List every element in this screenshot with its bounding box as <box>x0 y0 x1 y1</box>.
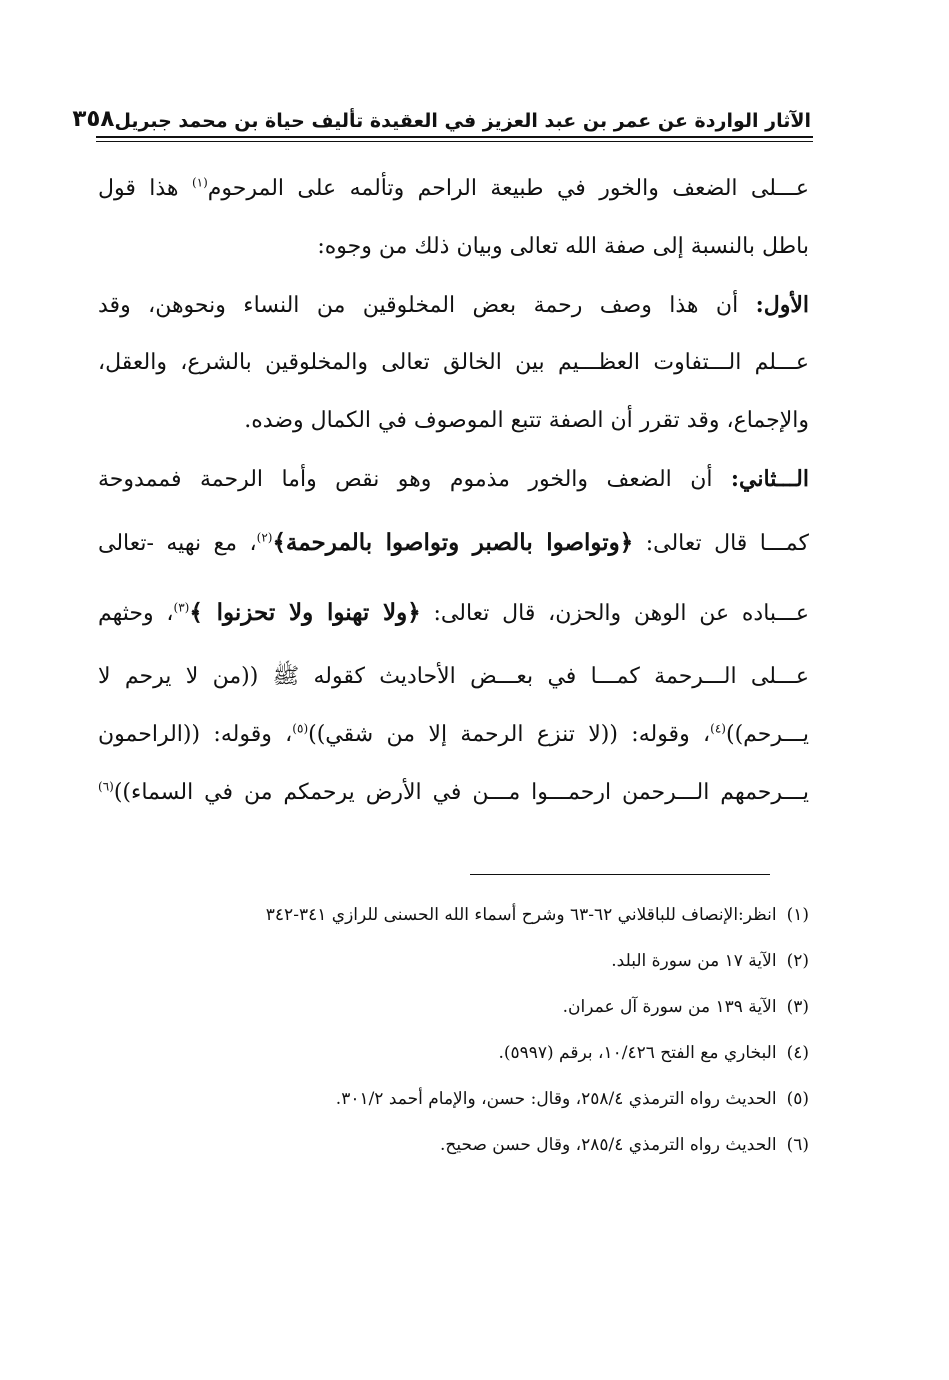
footnote-text: الآية ١٣٩ من سورة آل عمران. <box>562 997 777 1017</box>
body-line-10-post: ، وقوله: ((الراحمون <box>98 722 293 747</box>
footnote-number: (٣) <box>786 997 809 1017</box>
body-line-10-mid: ، وقوله: ((لا تنزع الرحمة إلا من شقي)) <box>308 722 711 747</box>
footnotes <box>98 896 809 1172</box>
body-line-6-text: أن الضعف والخور مذموم وهو نقص وأما الرحمة فممدوحة <box>98 467 731 492</box>
point-first-label: الأول: <box>755 292 809 318</box>
body-line-11-text: يـــرحمهم الـــرحمن ارحمـــوا مـــن في الأرض يرحمكم من في السماء)) <box>113 780 809 805</box>
quran-verse-1: ﴿وتواصوا بالصبر وتواصوا بالمرحمة﴾ <box>272 529 634 556</box>
body-line-10 <box>98 706 809 764</box>
body-line-8 <box>98 578 809 648</box>
footnote-ref-4: (٤) <box>710 721 726 736</box>
footnote-4 <box>98 1034 809 1080</box>
body-line-8-post: ، وحثهم <box>98 601 174 626</box>
body-line-3 <box>98 276 809 334</box>
quran-verse-2: ﴿ولا تهنوا ولا تحزنوا ﴾ <box>189 599 421 626</box>
body-line-4: عـــلم الـــتفاوت العظـــيم بين الخالق تعالى والمخلوقين بالشرع، والعقل، <box>98 350 809 375</box>
body-line-7 <box>98 508 809 578</box>
body-line-10-pre: يـــرحم)) <box>725 722 809 747</box>
footnote-ref-5: (٥) <box>292 721 309 736</box>
body-line-1 <box>98 160 809 218</box>
page-number: ٣٥٨ <box>72 106 115 132</box>
footnote-text: انظر:الإنصاف للباقلاني ٦٢-٦٣ وشرح أسماء الله الحسنى للرازي ٣٤١-٣٤٢ <box>265 905 777 925</box>
body-line-2: باطل بالنسبة إلى صفة الله تعالى وبيان ذلك من وجوه: <box>317 234 809 259</box>
header-rule-thin <box>96 141 813 142</box>
body-line-5: والإجماع، وقد تقرر أن الصفة تتبع الموصوف في الكمال وضده. <box>244 408 809 433</box>
footnote-text: البخاري مع الفتح ١٠/٤٢٦، برقم (٥٩٩٧). <box>498 1043 777 1063</box>
footnote-text: الآية ١٧ من سورة البلد. <box>611 951 777 971</box>
body-line-3-text: أن هذا وصف رحمة بعض المخلوقين من النساء ونحوهن، وقد <box>98 293 756 318</box>
footnote-1 <box>98 896 809 942</box>
footnote-5 <box>98 1080 809 1126</box>
footnote-number: (١) <box>786 905 809 925</box>
footnote-number: (٤) <box>786 1043 809 1063</box>
footnote-ref-3: (٣) <box>173 600 190 615</box>
body-text <box>98 160 809 822</box>
point-second-label: الـــثاني: <box>730 466 809 492</box>
running-header <box>72 92 811 132</box>
footnote-2 <box>98 942 809 988</box>
body-line-7-pre: كمـــا قال تعالى: <box>633 531 809 556</box>
footnote-number: (٥) <box>786 1089 809 1109</box>
footnote-number: (٦) <box>786 1135 809 1155</box>
body-line-11 <box>98 764 809 822</box>
body-line-9: عـــلى الـــرحمة كمـــا في بعـــض الأحاديث كقوله ﷺ ((من لا يرحم لا <box>98 664 809 689</box>
footnote-text: الحديث رواه الترمذي ٢٥٨/٤، وقال: حسن، والإمام أحمد ٣٠١/٢. <box>335 1089 777 1109</box>
body-line-1-text: عـــلى الضعف والخور في طبيعة الراحم وتألمه على المرحوم <box>207 176 809 201</box>
body-line-6 <box>98 450 809 508</box>
body-line-8-pre: عـــباده عن الوهن والحزن، قال تعالى: <box>420 601 809 626</box>
body-line-7-post: ، مع نهيه -تعالى <box>98 531 257 556</box>
footnote-ref-6: (٦) <box>98 779 114 794</box>
footnote-ref-1: (١) <box>191 175 208 190</box>
header-rule <box>96 136 813 138</box>
footnote-3 <box>98 988 809 1034</box>
footnote-number: (٢) <box>786 951 809 971</box>
footnote-separator <box>470 874 770 875</box>
footnote-6 <box>98 1126 809 1172</box>
footnote-ref-2: (٢) <box>256 530 273 545</box>
header-title: الآثار الواردة عن عمر بن عبد العزيز في العقيدة تأليف حياة بن محمد جبريل <box>114 110 811 132</box>
footnote-text: الحديث رواه الترمذي ٢٨٥/٤، وقال حسن صحيح. <box>439 1135 777 1155</box>
body-line-1-tail: هذا قول <box>98 176 192 201</box>
